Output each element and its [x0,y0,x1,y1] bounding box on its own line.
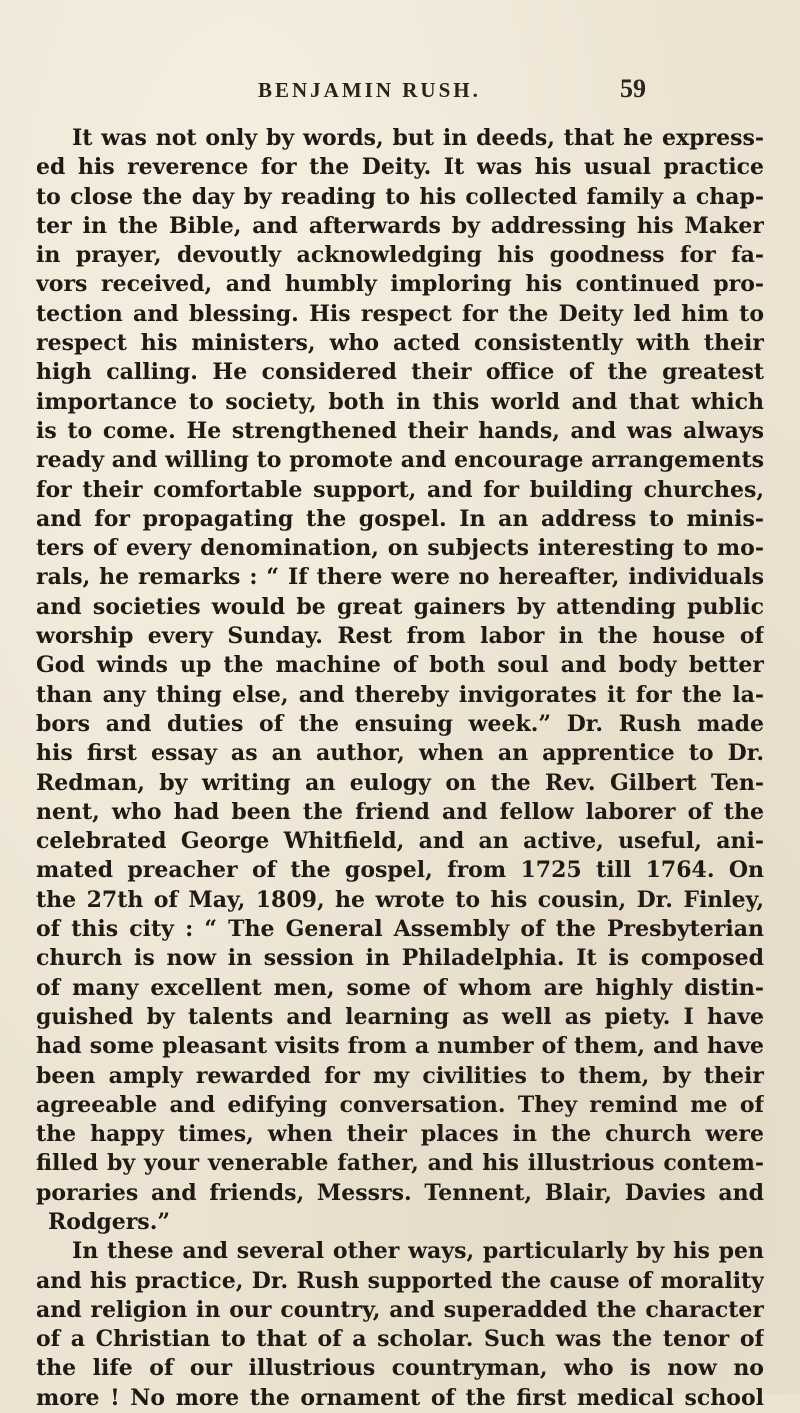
running-title: BENJAMIN RUSH. [258,78,481,102]
text-line: of many excellent men, some of whom are highly distin- [36,974,764,1001]
text-line: respect his ministers, who acted consistently with their [36,330,764,357]
text-line: more ! No more the ornament of the first medical school [36,1384,764,1411]
text-line: high calling. He considered their office of the greatest [36,359,764,386]
text-line: vors received, and humbly imploring his continued pro- [36,271,764,298]
text-line: is to come. He strengthened their hands, and was always [36,417,764,444]
text-line: It was not only by words, but in deeds, that he express- [72,125,764,151]
text-body [36,124,764,1413]
text-line: than any thing else, and thereby invigorates it for the la- [36,681,764,708]
text-line: for their comfortable support, and for building churches, [36,476,764,503]
text-line: tection and blessing. His respect for the Deity led him to [36,300,764,327]
text-line: rals, he remarks : “ If there were no hereafter, individuals [36,564,764,591]
text-line: of a Christian to that of a scholar. Such was the tenor of [36,1326,764,1353]
text-line: ready and willing to promote and encourage arrangements [36,447,764,474]
text-line: in prayer, devoutly acknowledging his goodness for fa- [36,242,764,269]
text-line: and religion in our country, and superadded the character [36,1296,764,1323]
text-line: the 27th of May, 1809, he wrote to his cousin, Dr. Finley, [36,886,764,913]
text-line: the life of our illustrious countryman, who is now no [36,1355,764,1382]
text-line: the happy times, when their places in the church were [36,1121,764,1148]
text-line: and societies would be great gainers by attending public [36,593,764,620]
text-line: mated preacher of the gospel, from 1725 till 1764. On [36,857,764,884]
text-line: filled by your venerable father, and his illustrious contem- [36,1150,764,1177]
text-line: Rodgers.” [48,1208,171,1235]
running-head [0,74,800,112]
text-line: bors and duties of the ensuing week.” Dr. Rush made [36,710,764,737]
text-line: ter in the Bible, and afterwards by addressing his Maker [36,212,764,239]
text-line: of this city : “ The General Assembly of the Presbyterian [36,916,764,943]
text-line: and for propagating the gospel. In an address to minis- [36,505,764,532]
text-line: his first essay as an author, when an apprentice to Dr. [36,740,764,767]
text-line: worship every Sunday. Rest from labor in the house of [36,623,764,650]
text-line: had some pleasant visits from a number of them, and have [36,1033,764,1060]
text-line: celebrated George Whitfield, and an active, useful, ani- [36,828,764,855]
text-line: ters of every denomination, on subjects interesting to mo- [36,535,764,562]
text-line: church is now in session in Philadelphia. It is composed [36,945,764,972]
text-line: nent, who had been the friend and fellow laborer of the [36,798,764,825]
text-line: In these and several other ways, particularly by his pen [72,1238,764,1265]
text-line: importance to society, both in this world and that which [36,388,764,415]
text-line: and his practice, Dr. Rush supported the cause of morality [36,1267,764,1294]
text-line: been amply rewarded for my civilities to them, by their [36,1062,764,1089]
text-line: agreeable and edifying conversation. They remind me of [36,1091,764,1118]
text-line: God winds up the machine of both soul and body better [36,652,764,679]
text-line: to close the day by reading to his collected family a chap- [36,183,764,210]
page-number: 59 [620,74,646,103]
text-line: Redman, by writing an eulogy on the Rev. Gilbert Ten- [36,769,764,796]
text-line: ed his reverence for the Deity. It was his usual practice [36,154,764,181]
text-line: guished by talents and learning as well as piety. I have [36,1003,764,1030]
text-line: poraries and friends, Messrs. Tennent, Blair, Davies and [36,1179,764,1206]
